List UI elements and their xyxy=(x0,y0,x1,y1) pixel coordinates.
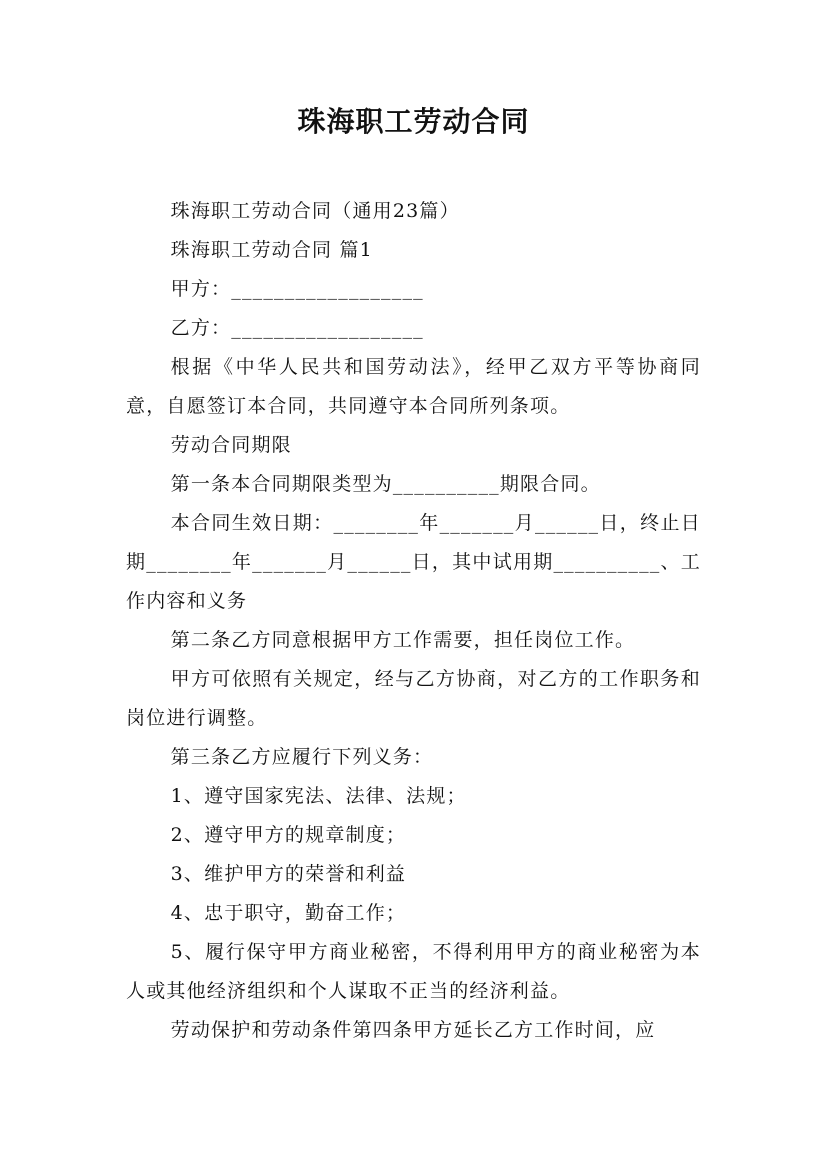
document-body xyxy=(126,192,701,1050)
paragraph-collection-title: 珠海职工劳动合同（通用23篇） xyxy=(170,200,460,222)
paragraph-term-heading: 劳动合同期限 xyxy=(170,434,292,456)
list-item-duty-3: 3、维护甲方的荣誉和利益 xyxy=(170,863,407,885)
paragraph-article-2: 第二条乙方同意根据甲方工作需要，担任岗位工作。 xyxy=(170,629,636,651)
list-item-duty-4: 4、忠于职守，勤奋工作； xyxy=(170,902,407,924)
paragraph-party-a: 甲方：__________________ xyxy=(170,278,424,300)
paragraph-adjustment: 甲方可依照有关规定，经与乙方协商，对乙方的工作职务和岗位进行调整。 xyxy=(126,668,701,729)
list-item-duty-5: 5、履行保守甲方商业秘密，不得利用甲方的商业秘密为本人或其他经济组织和个人谋取不正当的经济利益。 xyxy=(126,941,701,1002)
list-item-duty-2: 2、遵守甲方的规章制度； xyxy=(170,824,407,846)
paragraph-effective-date: 本合同生效日期：________年_______月______日，终止日期________年_______月______日，其中试用期__________、工作内容和义务 xyxy=(126,512,701,612)
paragraph-party-b: 乙方：__________________ xyxy=(170,317,424,339)
paragraph-preamble: 根据《中华人民共和国劳动法》，经甲乙双方平等协商同意，自愿签订本合同，共同遵守本合同所列条项。 xyxy=(126,356,701,417)
paragraph-article-4: 劳动保护和劳动条件第四条甲方延长乙方工作时间，应 xyxy=(170,1019,656,1041)
list-item-duty-1: 1、遵守国家宪法、法律、法规； xyxy=(170,785,467,807)
document-title: 珠海职工劳动合同 xyxy=(297,105,530,138)
paragraph-article-3: 第三条乙方应履行下列义务： xyxy=(170,746,434,768)
paragraph-article-1: 第一条本合同期限类型为__________期限合同。 xyxy=(170,473,601,495)
paragraph-section-heading: 珠海职工劳动合同 篇1 xyxy=(170,239,373,261)
